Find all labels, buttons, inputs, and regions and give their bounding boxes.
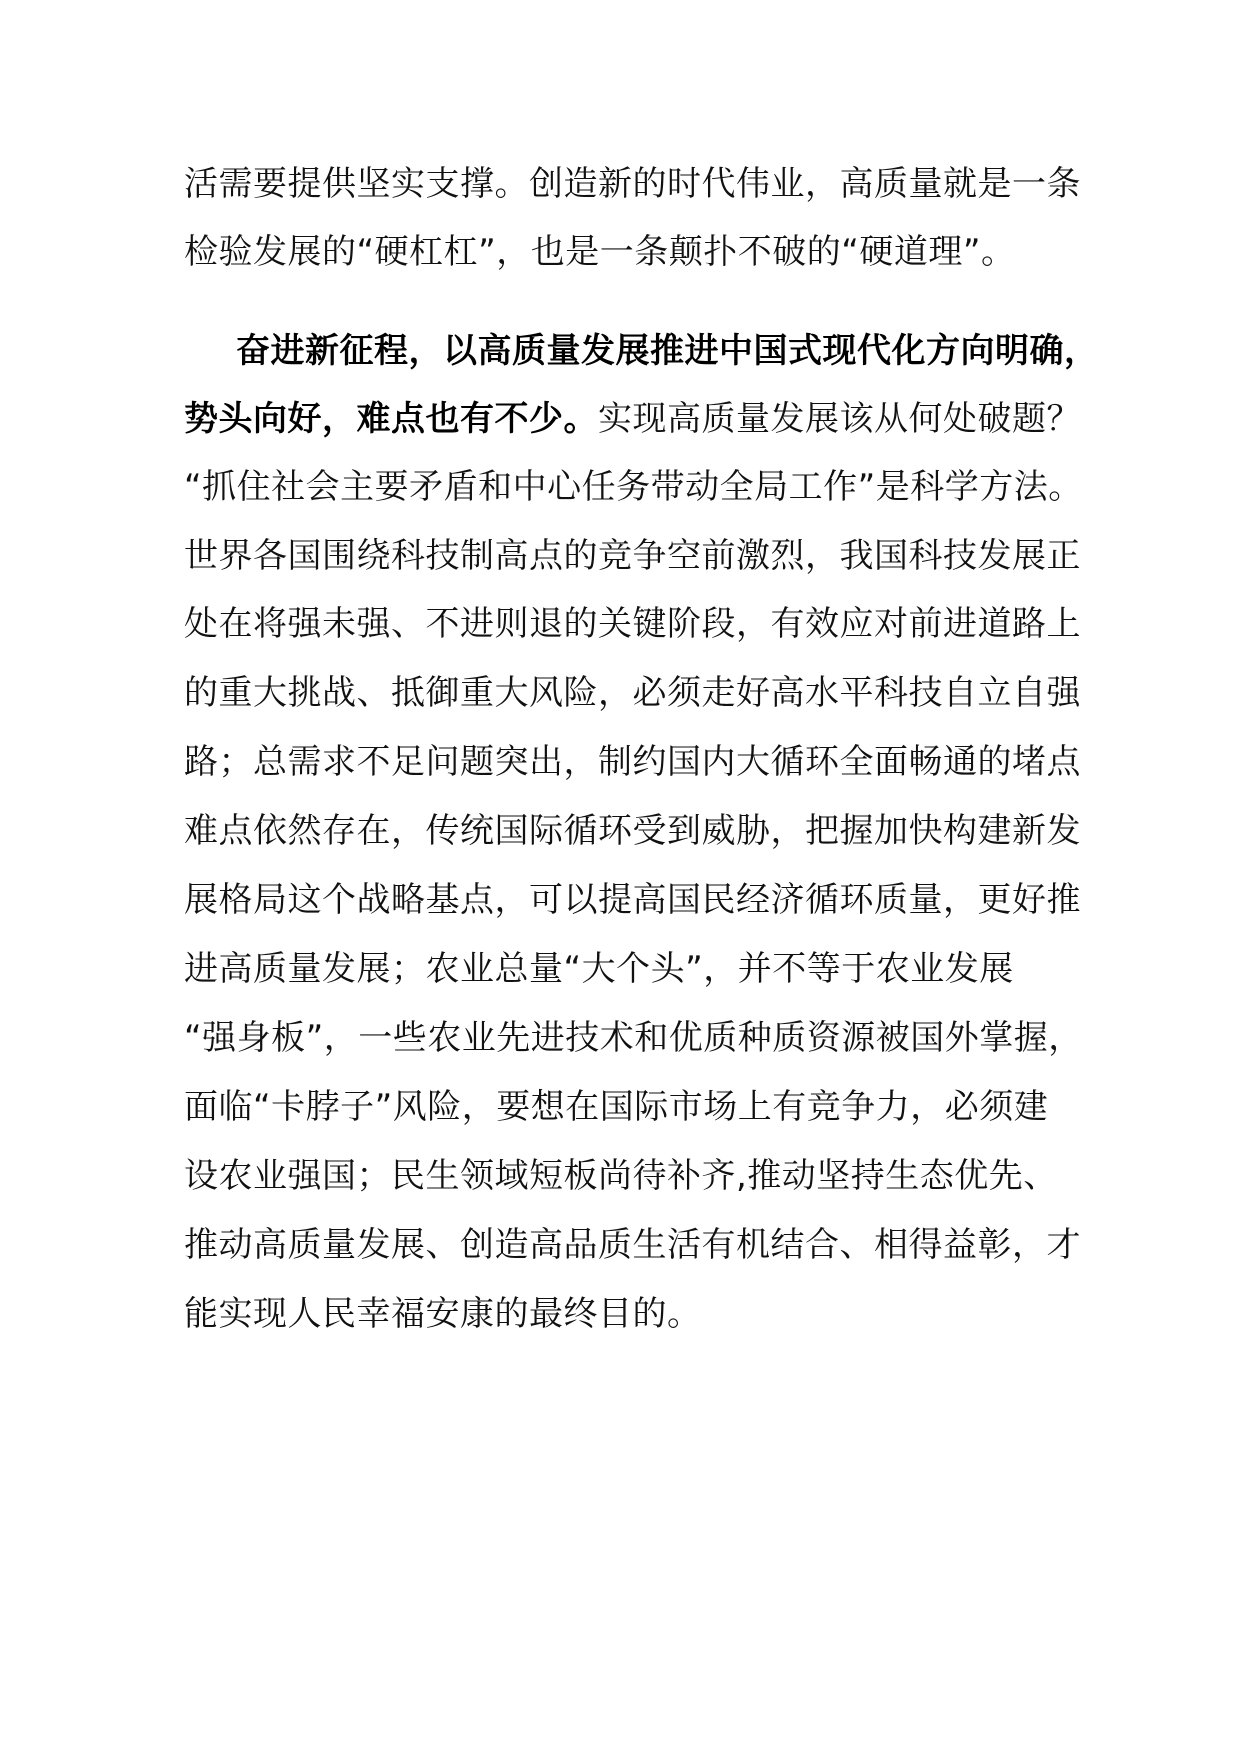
paragraph-2-line-14: 推动高质量发展、创造高品质生活有机结合、相得益彰，才 xyxy=(184,1225,1081,1265)
paragraph-2-line-7: 路；总需求不足问题突出，制约国内大循环全面畅通的堵点 xyxy=(184,742,1081,782)
paragraph-1-line-1: 活需要提供坚实支撑。创造新的时代伟业，高质量就是一条 xyxy=(184,164,1081,204)
paragraph-2-line-9: 展格局这个战略基点，可以提高国民经济循环质量，更好推 xyxy=(184,880,1081,920)
paragraph-2-line-6: 的重大挑战、抵御重大风险，必须走好高水平科技自立自强 xyxy=(184,673,1081,713)
paragraph-2-line-13: 设农业强国；民生领域短板尚待补齐,推动坚持生态优先、 xyxy=(184,1156,1058,1196)
paragraph-2-line-4: 世界各国围绕科技制高点的竞争空前激烈，我国科技发展正 xyxy=(184,536,1081,576)
paragraph-2-line-11: “强身板”，一些农业先进技术和优质种质资源被国外掌握， xyxy=(184,1018,1083,1058)
paragraph-2-bold-lead-line-1: 奋进新征程，以高质量发展推进中国式现代化方向明确， xyxy=(236,331,1099,371)
paragraph-2-line-10: 进高质量发展；农业总量“大个头”，并不等于农业发展 xyxy=(184,949,1014,989)
paragraph-2-bold-lead-end: 势头向好，难点也有不少。 xyxy=(184,399,598,439)
paragraph-2-line-5: 处在将强未强、不进则退的关键阶段，有效应对前进道路上 xyxy=(184,604,1081,644)
paragraph-2-line-12: 面临“卡脖子”风险，要想在国际市场上有竞争力，必须建 xyxy=(184,1087,1049,1127)
paragraph-2-line-8: 难点依然存在，传统国际循环受到威胁，把握加快构建新发 xyxy=(184,811,1081,851)
paragraph-2-line-3: “抓住社会主要矛盾和中心任务带动全局工作”是科学方法。 xyxy=(184,467,1083,507)
paragraph-1-line-2: 检验发展的“硬杠杠”，也是一条颠扑不破的“硬道理”。 xyxy=(184,232,1016,272)
paragraph-2-line-2-text: 实现高质量发展该从何处破题？ xyxy=(598,399,1081,439)
paragraph-2-line-15: 能实现人民幸福安康的最终目的。 xyxy=(184,1294,702,1334)
paragraph-2-line-2 xyxy=(184,389,1104,449)
